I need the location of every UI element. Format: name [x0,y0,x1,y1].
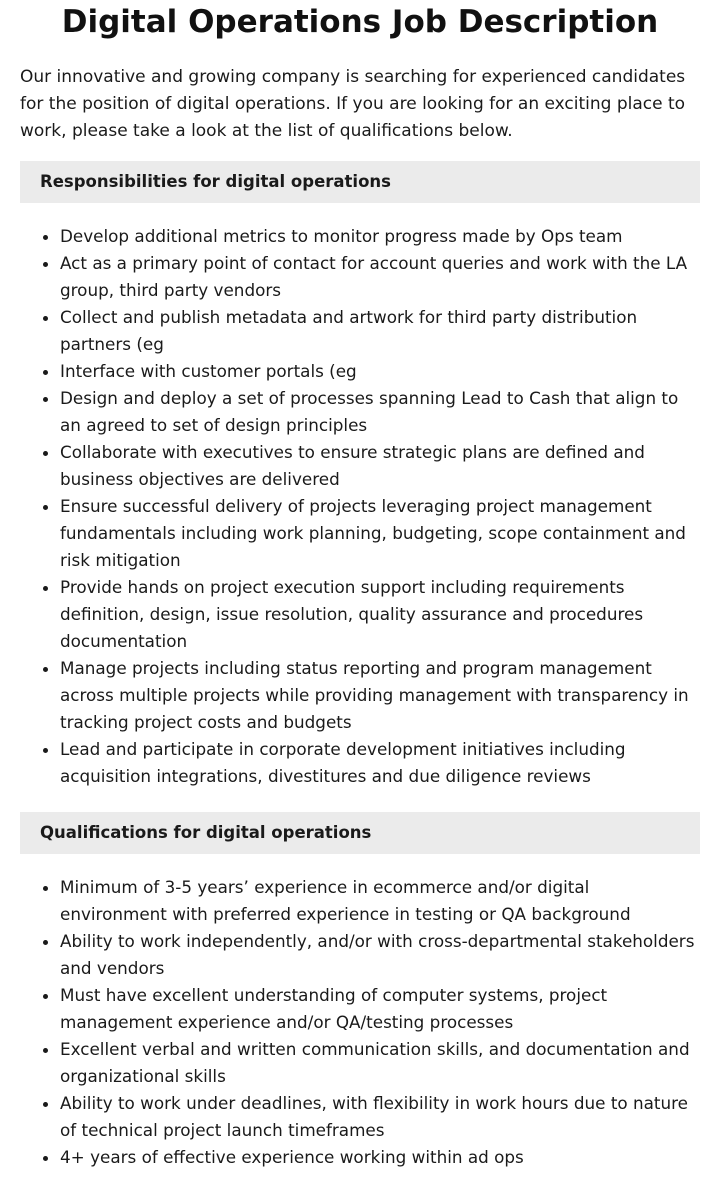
intro-paragraph: Our innovative and growing company is searching for experienced candidates for the position of digital operations. If you are looking for an exciting place to work, please take a look at the list of qualifications below. [20,67,686,141]
list-item: • Excellent verbal and written communication skills, and documentation and organizational skills [60,1036,700,1090]
list-item: • Ability to work independently, and/or with cross-departmental stakeholders and vendors [60,928,700,982]
list-item: • Manage projects including status reporting and program management across multiple projects while providing management with transparency in tracking project costs and budgets [60,655,700,736]
responsibilities-list [20,223,700,790]
list-item: • Develop additional metrics to monitor progress made by Ops team [60,223,700,250]
list-item: • Collect and publish metadata and artwork for third party distribution partners (eg [60,304,700,358]
list-item: • Provide hands on project execution support including requirements definition, design, issue resolution, quality assurance and procedures documentation [60,574,700,655]
list-item: • Design and deploy a set of processes spanning Lead to Cash that align to an agreed to set of design principles [60,385,700,439]
list-item: • Ensure successful delivery of projects leveraging project management fundamentals including work planning, budgeting, scope containment and risk mitigation [60,493,700,574]
qualifications-list [20,874,700,1171]
responsibilities-heading: Responsibilities for digital operations [20,161,700,203]
page-title: Digital Operations Job Description [61,4,659,40]
list-item: • Lead and participate in corporate development initiatives including acquisition integrations, divestitures and due diligence reviews [60,736,700,790]
list-item: • Collaborate with executives to ensure strategic plans are defined and business objectives are delivered [60,439,700,493]
list-item: • Must have excellent understanding of computer systems, project management experience and/or QA/testing processes [60,982,700,1036]
list-item: • 4+ years of effective experience working within ad ops [60,1144,700,1171]
list-item: • Minimum of 3-5 years’ experience in ecommerce and/or digital environment with preferred experience in testing or QA background [60,874,700,928]
qualifications-heading: Qualifications for digital operations [20,812,700,854]
list-item: • Act as a primary point of contact for account queries and work with the LA group, third party vendors [60,250,700,304]
list-item: • Ability to work under deadlines, with flexibility in work hours due to nature of technical project launch timeframes [60,1090,700,1144]
list-item: • Interface with customer portals (eg [60,358,700,385]
